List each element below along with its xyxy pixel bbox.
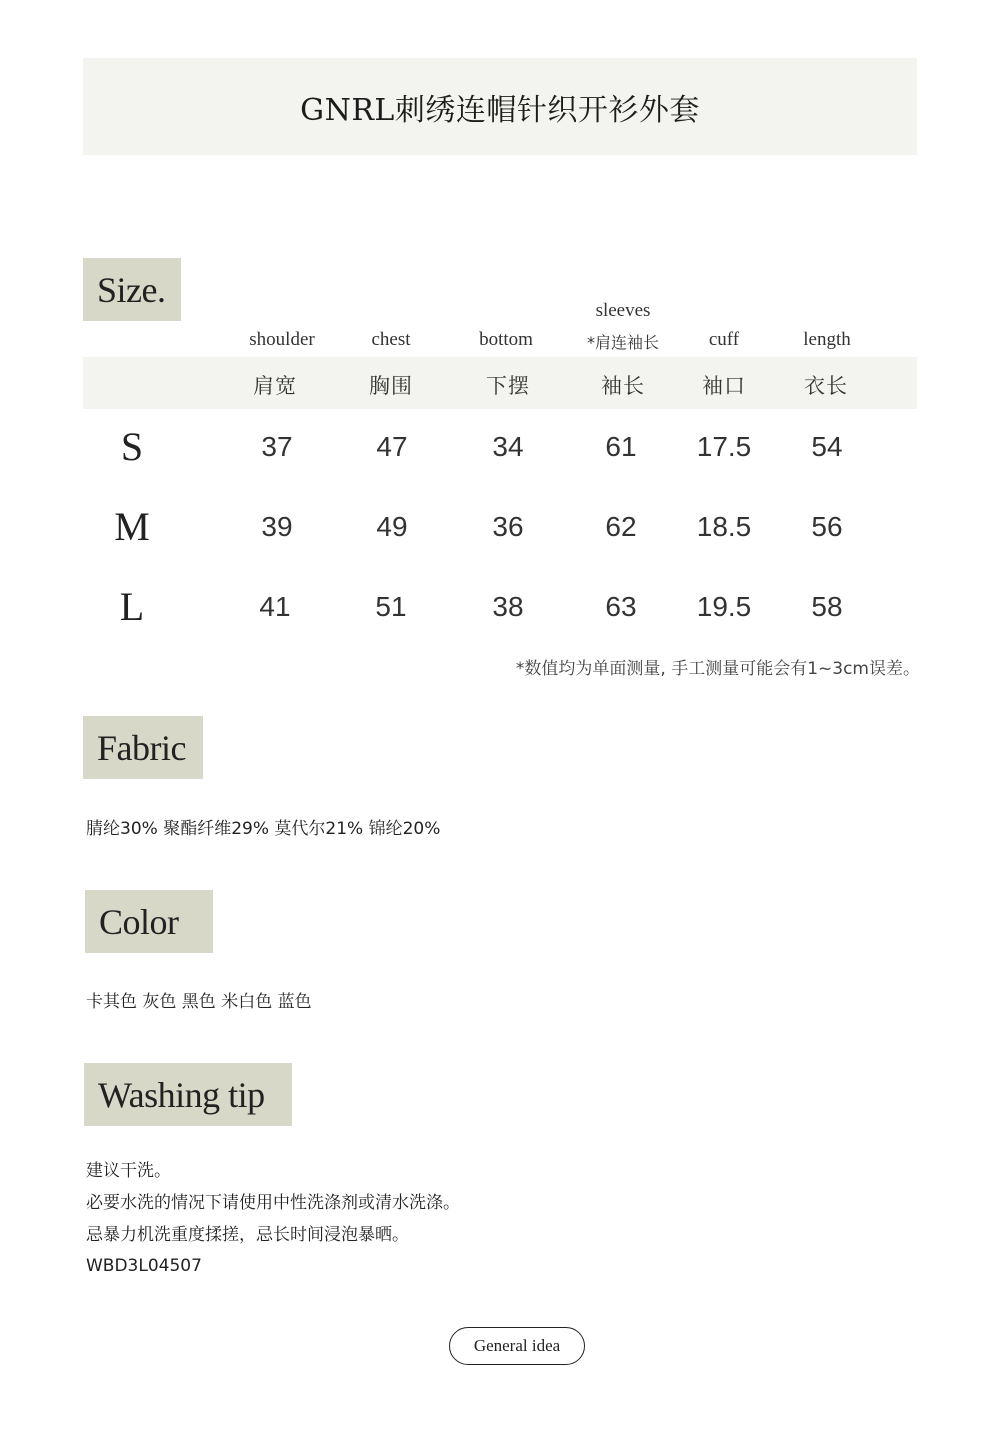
- column-zh-bottom: 下摆: [486, 374, 530, 398]
- washing-section-tag: Washing tip: [84, 1063, 292, 1126]
- table-cell: 62: [605, 511, 637, 542]
- title-bar: [83, 58, 917, 155]
- column-en-bottom: bottom: [479, 329, 533, 350]
- table-cell: 49: [376, 511, 408, 542]
- table-cell: 54: [811, 431, 843, 462]
- column-zh-length: 衣长: [804, 374, 848, 398]
- column-en-length: length: [803, 329, 851, 350]
- measurement-note: *数值均为单面测量, 手工测量可能会有1~3cm误差。: [515, 659, 920, 679]
- brand-logo: [449, 1327, 585, 1365]
- brand-name: General idea: [473, 1336, 561, 1355]
- column-en-chest: chest: [371, 329, 411, 350]
- table-cell: 19.5: [696, 591, 752, 622]
- table-cell: 36: [492, 511, 524, 542]
- table-cell: 17.5: [696, 431, 752, 462]
- column-en-shoulder: shoulder: [249, 329, 315, 350]
- size-label-l: L: [119, 584, 145, 629]
- table-cell: 39: [261, 511, 293, 542]
- product-code: WBD3L04507: [86, 1256, 202, 1276]
- column-en-sleeves: sleeves: [595, 300, 651, 321]
- column-zh-sleeves: 袖长: [601, 374, 645, 398]
- table-cell: 56: [811, 511, 843, 542]
- washing-line: 忌暴力机洗重度揉搓，忌长时间浸泡暴晒。: [86, 1225, 409, 1245]
- table-cell: 18.5: [696, 511, 752, 542]
- washing-line: 建议干洗。: [86, 1161, 171, 1181]
- column-en-cuff: cuff: [708, 329, 740, 350]
- table-cell: 58: [811, 591, 843, 622]
- table-cell: 41: [259, 591, 291, 622]
- table-cell: 61: [605, 431, 637, 462]
- washing-line: 必要水洗的情况下请使用中性洗涤剂或清水洗涤。: [86, 1193, 460, 1213]
- column-zh-chest: 胸围: [369, 374, 413, 398]
- column-note-sleeves: *肩连袖长: [586, 333, 659, 352]
- size-label-s: S: [120, 424, 144, 469]
- color-text: 卡其色 灰色 黑色 米白色 蓝色: [86, 992, 312, 1012]
- table-cell: 63: [605, 591, 637, 622]
- column-zh-shoulder: 肩宽: [253, 374, 297, 398]
- table-cell: 47: [376, 431, 408, 462]
- color-section-tag: Color: [85, 890, 213, 953]
- column-zh-cuff: 袖口: [702, 374, 746, 398]
- table-cell: 34: [492, 431, 524, 462]
- fabric-text: 腈纶30% 聚酯纤维29% 莫代尔21% 锦纶20%: [86, 819, 441, 839]
- table-cell: 38: [492, 591, 524, 622]
- page-title: GNRL刺绣连帽针织开衫外套: [300, 92, 700, 128]
- table-cell: 51: [375, 591, 407, 622]
- fabric-section-tag: Fabric: [83, 716, 203, 779]
- table-cell: 37: [261, 431, 293, 462]
- size-label-m: M: [114, 504, 150, 549]
- size-section-tag: Size.: [83, 258, 181, 321]
